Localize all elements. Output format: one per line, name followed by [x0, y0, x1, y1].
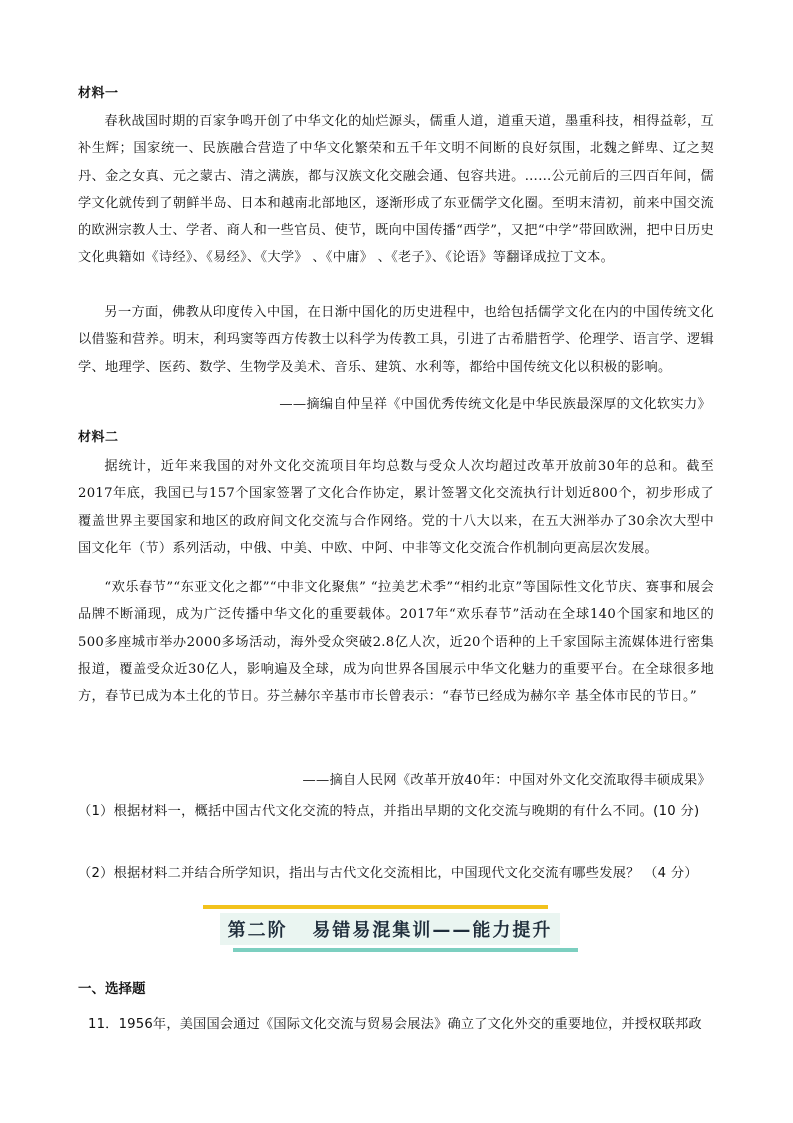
- question-2: （2）根据材料二并结合所学知识，指出与古代文化交流相比，中国现代文化交流有哪些发展？ （4 分）: [78, 866, 698, 881]
- section-banner: [203, 905, 578, 952]
- material-one-label: 材料一: [78, 86, 119, 101]
- material-one-source: ——摘编自仲呈祥《中国优秀传统文化是中华民族最深厚的文化软实力》: [279, 397, 711, 412]
- material-two-paragraph-1: 据统计，近年来我国的对外文化交流项目年均总数与受众人次均超过改革开放前30年的总和。截至2017年底，我国已与157个国家签署了文化合作协定，累计签署文化交流执行计划近800个，初步形成了覆盖世界主要国家和地区的政府间文化交流与合作网络。党的十八大以来，在五大洲举办了30余次大型中国文化年（节）系列活动，中俄、中美、中欧、中阿、中非等文化交流合作机制向更高层次发展。: [78, 459, 714, 556]
- material-two-paragraph-2: “欢乐春节”“东亚文化之都”“中非文化聚焦” “拉美艺术季”“相约北京”等国际性文化节庆、赛事和展会品牌不断涌现，成为广泛传播中华文化的重要载体。2017年“欢乐春节”活动在全球140个国家和地区的500多座城市举办2000多场活动，海外受众突破2.8亿人次，近20个语种的上千家国际主流媒体进行密集报道，覆盖受众近30亿人，影响遍及全球，成为向世界各国展示中华文化魅力的重要平台。在全球很多地方，春节已成为本土化的节日。芬兰赫尔辛基市市长曾表示：“春节已经成为赫尔辛 基全体市民的节日。”: [78, 580, 714, 705]
- material-one-paragraph-2: 另一方面，佛教从印度传入中国，在日渐中国化的历史进程中，也给包括儒学文化在内的中国传统文化以借鉴和营养。明末，利玛窦等西方传教士以科学为传教工具，引进了古希腊哲学、伦理学、语言学、逻辑学、地理学、医药、数学、生物学及美术、音乐、建筑、水利等，都给中国传统文化以积极的影响。: [78, 305, 714, 375]
- banner-top-stripe: [203, 905, 548, 909]
- material-one-paragraph-1: 春秋战国时期的百家争鸣开创了中华文化的灿烂源头，儒重人道，道重天道，墨重科技，相得益彰，互补生辉；国家统一、民族融合营造了中华文化繁荣和五千年文明不间断的良好氛围，北魏之鲜卑、辽之契丹、金之女真、元之蒙古、清之满族，都与汉族文化交融会通、包容共进。……公元前后的三四百年间，儒学文化就传到了朝鲜半岛、日本和越南北部地区，逐渐形成了东亚儒学文化圈。至明末清初，前来中国交流的欧洲宗教人士、学者、商人和一些官员、使节，既向中国传播“西学”，又把“中学”带回欧洲，把中日历史文化典籍如《诗经》、《易经》、《大学》 、《中庸》 、《老子》、《论语》等翻译成拉丁文本。: [78, 114, 714, 266]
- banner-title: 第二阶 易错易混集训——能力提升: [227, 920, 553, 941]
- question-11: 11．1956年，美国国会通过《国际文化交流与贸易会展法》确立了文化外交的重要地位，并授权联邦政: [88, 1017, 702, 1032]
- banner-box: [220, 913, 560, 945]
- material-two-source: ——摘自人民网《改革开放40年：中国对外文化交流取得丰硕成果》: [302, 773, 711, 788]
- question-1: （1）根据材料一，概括中国古代文化交流的特点，并指出早期的文化交流与晚期的有什么不同。(10 分): [78, 804, 700, 819]
- banner-bottom-stripe: [233, 948, 578, 952]
- section-title: 一、选择题: [78, 981, 146, 997]
- material-two-label: 材料二: [78, 430, 119, 445]
